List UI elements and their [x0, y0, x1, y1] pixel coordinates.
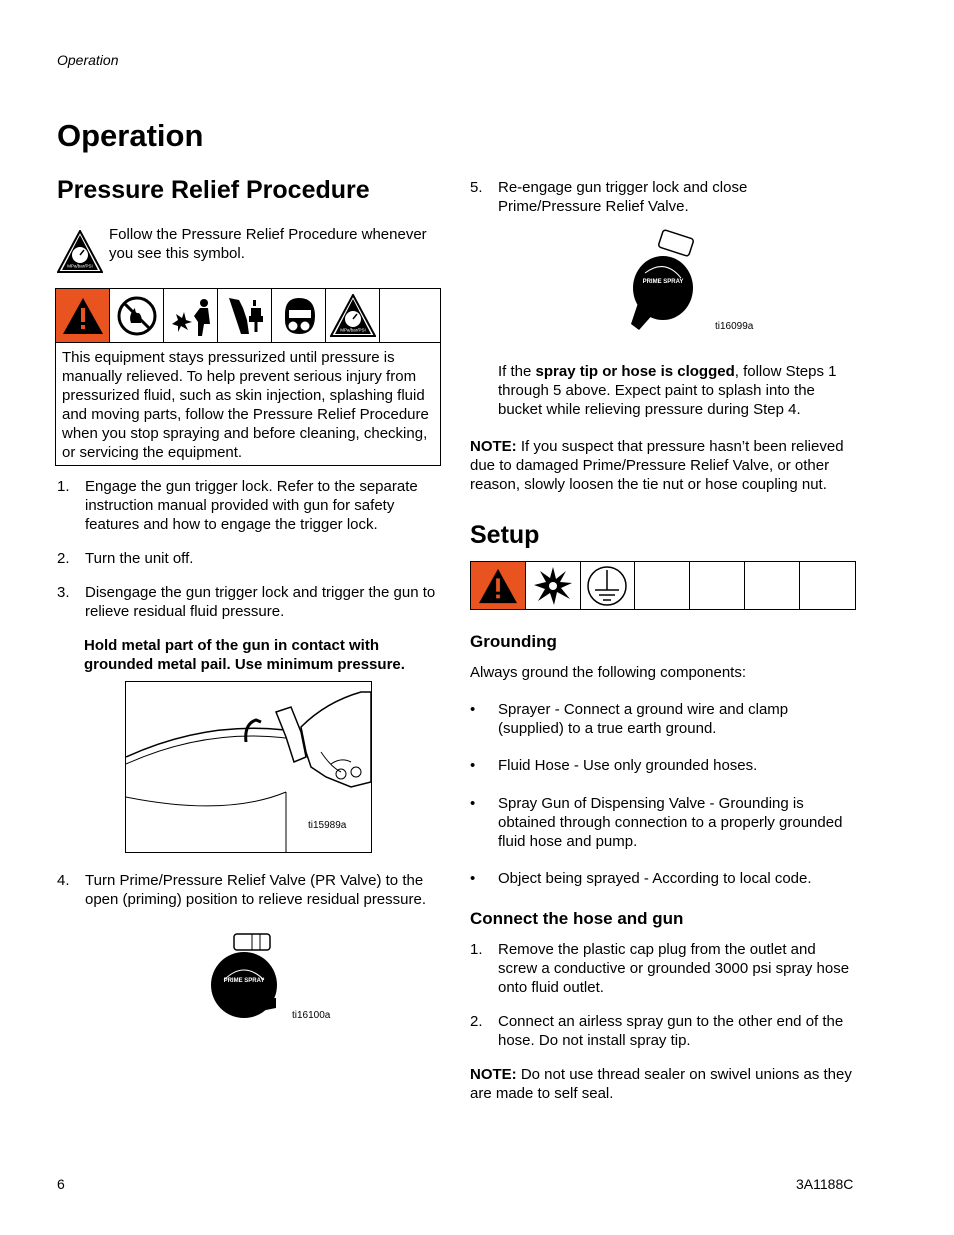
- no-flame-icon: [110, 289, 164, 342]
- grounding-heading: Grounding: [470, 632, 557, 651]
- warning-box: [55, 288, 441, 466]
- splash-hazard-icon: [164, 289, 218, 342]
- warning-triangle-icon: [56, 289, 110, 342]
- page-number: 6: [57, 1176, 65, 1192]
- valve-closed-figure: [625, 228, 710, 336]
- relief-step-4: 4. Turn Prime/Pressure Relief Valve (PR Valve) to the open (priming) position to relieve residual pressure.: [57, 872, 427, 908]
- relief-step-1: 1. Engage the gun trigger lock. Refer to the separate instruction manual provided with gun for safety features and how to engage the trigger lock.: [57, 478, 418, 533]
- pressure-relief-symbol-icon: [57, 230, 103, 273]
- connect-heading: Connect the hose and gun: [470, 909, 684, 928]
- document-id: 3A1188C: [796, 1176, 854, 1192]
- valve-closed-caption: ti16099a: [715, 321, 754, 332]
- relief-step-2: 2. Turn the unit off.: [57, 550, 194, 567]
- empty-icon-cell: [800, 562, 855, 609]
- pressure-gauge-icon: [326, 289, 380, 342]
- setup-heading: Setup: [470, 521, 540, 549]
- grounding-item: • Object being sprayed - According to local code.: [470, 870, 812, 887]
- page-title: Operation: [57, 118, 204, 153]
- pail-figure-caption: ti15989a: [308, 820, 347, 831]
- valve-open-caption: ti16100a: [292, 1010, 331, 1021]
- warning-icon-row: [56, 289, 440, 343]
- empty-icon-cell: [690, 562, 745, 609]
- svg-text:MPa/bar/PSI: MPa/bar/PSI: [339, 327, 366, 333]
- connect-step-1: 1. Remove the plastic cap plug from the outlet and screw a conductive or grounded 3000 psi spray hose onto fluid outlet.: [470, 941, 850, 996]
- connect-note: NOTE: Do not use thread sealer on swivel unions as they are made to self seal.: [470, 1066, 852, 1102]
- grounding-item: • Spray Gun of Dispensing Valve - Grounding is obtained through connection to a properly grounded fluid hose and pump.: [470, 795, 843, 850]
- empty-icon-cell: [745, 562, 800, 609]
- prime-valve-open-illustration: [206, 930, 296, 1020]
- pressure-relief-intro: Follow the Pressure Relief Procedure whenever you see this symbol.: [109, 226, 427, 262]
- grounding-item: • Fluid Hose - Use only grounded hoses.: [470, 757, 758, 774]
- empty-icon-cell: [635, 562, 690, 609]
- prime-valve-closed-illustration: [625, 228, 710, 336]
- relief-note: NOTE: If you suspect that pressure hasn’t been relieved due to damaged Prime/Pressure Relief Valve, or other reason, slowly loosen the tie nut or hose coupling nut.: [470, 438, 844, 493]
- ground-icon: [581, 562, 636, 609]
- svg-text:PRIME SPRAY: PRIME SPRAY: [223, 978, 265, 984]
- svg-text:MPa/bar/PSI: MPa/bar/PSI: [67, 263, 93, 269]
- warning-triangle-icon: [471, 562, 526, 609]
- connect-step-2: 2. Connect an airless spray gun to the other end of the hose. Do not install spray tip.: [470, 1013, 844, 1049]
- setup-icon-row: [470, 561, 856, 610]
- relief-step-5: 5. Re-engage gun trigger lock and close Prime/Pressure Relief Valve.: [470, 179, 748, 215]
- svg-text:PRIME SPRAY: PRIME SPRAY: [642, 279, 684, 285]
- skin-injection-icon: [218, 289, 272, 342]
- grounding-intro: Always ground the following components:: [470, 664, 746, 681]
- relief-step-3: 3. Disengage the gun trigger lock and trigger the gun to relieve residual fluid pressure.: [57, 584, 436, 620]
- face-protection-icon: [272, 289, 326, 342]
- explosion-icon: [526, 562, 581, 609]
- pail-figure: [125, 681, 372, 853]
- running-header: Operation: [57, 52, 119, 68]
- step3-caution: Hold metal part of the gun in contact with grounded metal pail. Use minimum pressure.: [84, 637, 405, 673]
- empty-icon-cell: [380, 289, 440, 342]
- grounding-item: • Sprayer - Connect a ground wire and clamp (supplied) to a true earth ground.: [470, 701, 789, 737]
- clogged-paragraph: If the spray tip or hose is clogged, follow Steps 1 through 5 above. Expect paint to splash into the bucket while relieving pressure during Step 4.: [498, 363, 837, 418]
- valve-open-figure: [206, 930, 296, 1020]
- warning-text: This equipment stays pressurized until pressure is manually relieved. To help prevent serious injury from pressurized fluid, such as skin injection, splashing fluid and moving parts, follow the Pressure Relief Procedure when you stop spraying and before cleaning, checking, or servicing the equipment.: [62, 349, 429, 461]
- pressure-relief-heading: Pressure Relief Procedure: [57, 176, 370, 204]
